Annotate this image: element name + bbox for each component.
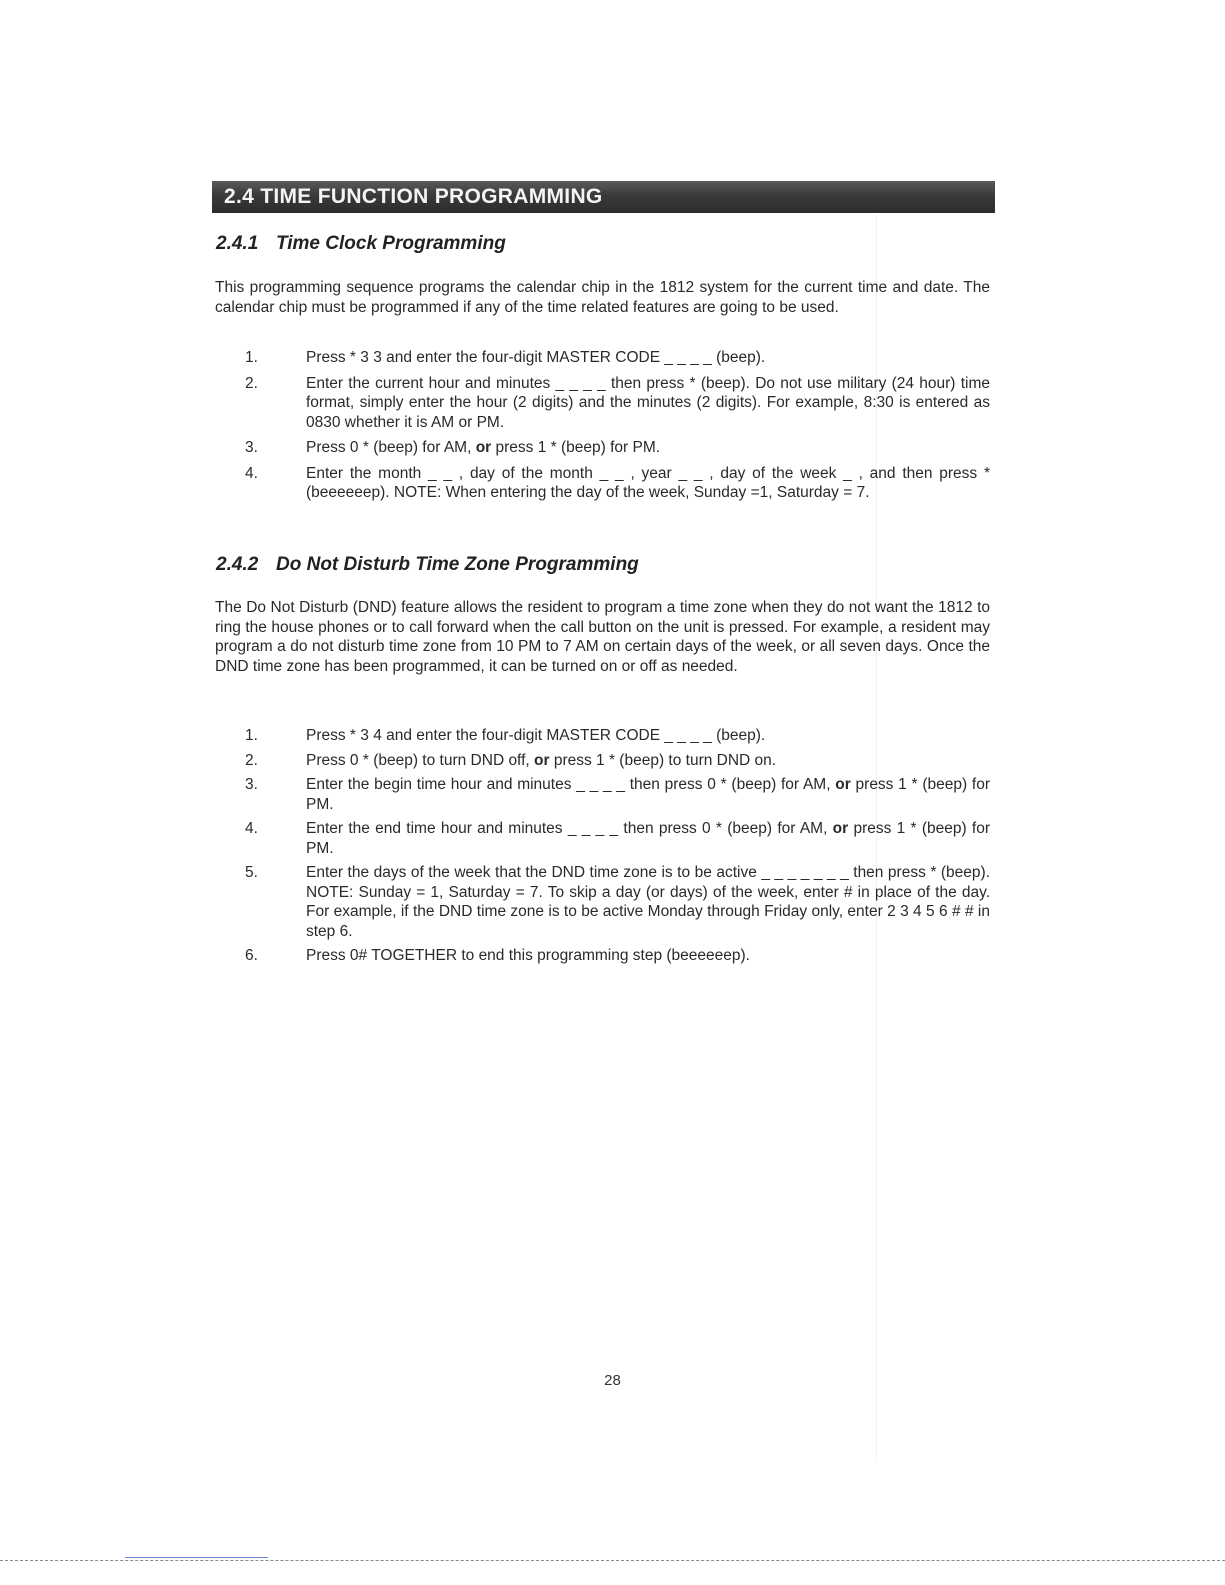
list-item: [215, 464, 990, 503]
step-or-bold: or: [832, 820, 849, 837]
step-text: Enter the current hour and minutes _ _ _ _ then press * (beep). Do not use military (24 hour) time format, simply enter the hour (2 digits) and the minutes (2 digits). For example, 8:30 is entered as 0830 whether it is AM or PM.: [306, 374, 990, 431]
step-or-bold: or: [835, 776, 851, 793]
step-number: 1.: [245, 349, 258, 366]
step-text: Press * 3 3 and enter the four-digit MASTER CODE _ _ _ _ (beep).: [306, 349, 766, 366]
step-text-post: press 1 * (beep) to turn DND on.: [549, 751, 777, 769]
time-clock-intro-paragraph: This programming sequence programs the calendar chip in the 1812 system for the current time and date. The calendar chip must be programmed if any of the time related features are going to be used.: [215, 279, 990, 316]
step-number: 4.: [245, 820, 258, 837]
subsection-heading-time-clock: [216, 233, 506, 255]
step-text-pre: Enter the begin time hour and minutes _ _ _ _ then press 0 * (beep) for AM,: [306, 776, 836, 793]
list-item: [215, 374, 990, 433]
time-clock-steps: [215, 348, 990, 503]
dnd-steps: [215, 726, 990, 966]
step-number: 3.: [245, 776, 258, 793]
step-text-pre: Press 0 * (beep) to turn DND off,: [306, 751, 535, 769]
list-item: [215, 751, 990, 771]
step-number: 2.: [245, 374, 258, 392]
page-bottom-link-line: [125, 1557, 268, 1558]
list-item: [215, 775, 990, 814]
list-item: [215, 438, 990, 458]
step-number: 5.: [245, 864, 258, 881]
page-number: 28: [604, 1372, 621, 1389]
list-item: [215, 819, 990, 858]
subsection-title: Time Clock Programming: [276, 233, 506, 254]
step-text-pre: Enter the end time hour and minutes _ _ _ _ then press 0 * (beep) for AM,: [306, 820, 833, 837]
step-or-bold: or: [534, 751, 550, 769]
page-bottom-dashed-rule: [0, 1560, 1225, 1561]
subsection-title: Do Not Disturb Time Zone Programming: [276, 554, 639, 575]
subsection-heading-dnd: [216, 554, 639, 576]
step-text-post: press 1 * (beep) for PM.: [491, 439, 661, 456]
step-number: 3.: [245, 439, 258, 456]
step-text: Press * 3 4 and enter the four-digit MASTER CODE _ _ _ _ (beep).: [306, 727, 766, 744]
step-text-post: press 1 * (beep) for PM.: [306, 820, 990, 857]
step-number: 4.: [245, 464, 258, 482]
step-text-pre: Press 0 * (beep) for AM,: [306, 439, 476, 456]
section-header-bar: [212, 181, 995, 213]
step-number: 2.: [245, 751, 258, 769]
section-title: 2.4 TIME FUNCTION PROGRAMMING: [224, 185, 603, 208]
subsection-number: 2.4.1: [216, 233, 259, 254]
list-item: [215, 946, 990, 966]
dnd-intro-paragraph: The Do Not Disturb (DND) feature allows the resident to program a time zone when they do not want the 1812 to ring the house phones or to call forward when the call button on the unit is pressed. For example, a resident may program a do not disturb time zone from 10 PM to 7 AM on certain days of the week, or all seven days. Once the DND time zone has been programmed, it can be turned on or off as needed.: [215, 599, 990, 675]
subsection-number: 2.4.2: [216, 554, 259, 575]
step-number: 1.: [245, 727, 258, 744]
list-item: [215, 348, 990, 368]
step-text: Enter the days of the week that the DND time zone is to be active _ _ _ _ _ _ _ then press * (beep). NOTE: Sunday = 1, Saturday = 7. To skip a day (or days) of the week, enter # in place of the day. For example, if the DND time zone is to be active Monday through Friday only, enter 2 3 4 5 6 # # in step 6.: [306, 864, 990, 940]
list-item: [215, 726, 990, 746]
list-item: [215, 863, 990, 941]
step-or-bold: or: [475, 439, 492, 456]
step-text: Press 0# TOGETHER to end this programming step (beeeeeep).: [306, 947, 750, 964]
step-number: 6.: [245, 947, 258, 964]
step-text-post: press 1 * (beep) for PM.: [306, 776, 990, 813]
step-text: Enter the month _ _ , day of the month _ _ , year _ _ , day of the week _ , and then press * (beeeeeep). NOTE: When entering the day of the week, Sunday =1, Saturday = 7.: [306, 464, 990, 501]
